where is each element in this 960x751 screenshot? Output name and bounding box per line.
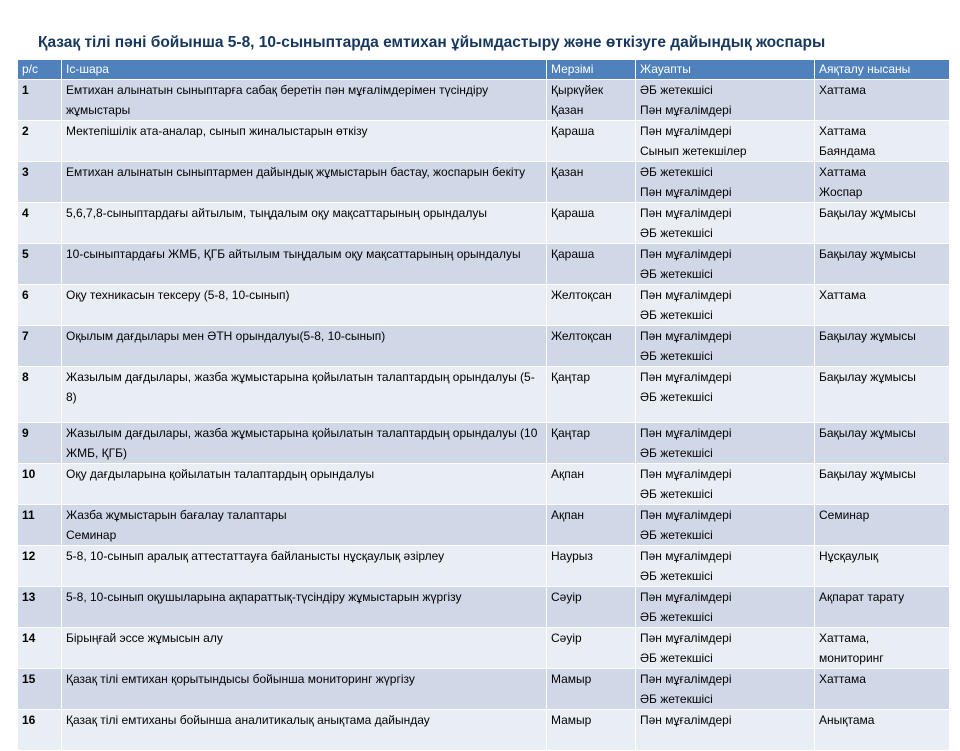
completion-form-cell: Бақылау жұмысы — [815, 367, 950, 423]
responsible-cell: Пән мұғалімдері ӘБ жетекшісі — [636, 326, 815, 367]
row-number: 15 — [18, 669, 62, 710]
table-row — [18, 80, 950, 121]
term-cell: Мамыр — [547, 669, 636, 710]
completion-form-cell: Хаттама — [815, 285, 950, 326]
table-row — [18, 587, 950, 628]
event-cell: 5-8, 10-сынып оқушыларына ақпараттық-түсіндіру жұмыстарын жүргізу — [62, 587, 547, 628]
completion-form-cell: Бақылау жұмысы — [815, 244, 950, 285]
event-cell: 5-8, 10-сынып аралық аттестаттауға байланысты нұсқаулық әзірлеу — [62, 546, 547, 587]
table-row — [18, 203, 950, 244]
column-header-term: Мерзімі — [547, 60, 636, 80]
table-row — [18, 464, 950, 505]
event-cell: Бірыңғай эссе жұмысын алу — [62, 628, 547, 669]
row-number: 11 — [18, 505, 62, 546]
completion-form-cell: Бақылау жұмысы — [815, 464, 950, 505]
event-cell: Емтихан алынатын сыныптармен дайындық жұмыстарын бастау, жоспарын бекіту — [62, 162, 547, 203]
row-number: 12 — [18, 546, 62, 587]
term-cell: Наурыз — [547, 546, 636, 587]
completion-form-cell: Хаттама — [815, 80, 950, 121]
row-number: 9 — [18, 423, 62, 464]
event-cell: Жазылым дағдылары, жазба жұмыстарына қойылатын талаптардың орындалуы (5-8) — [62, 367, 547, 423]
row-number: 10 — [18, 464, 62, 505]
event-cell: Мектепішілік ата-аналар, сынып жиналыстарын өткізу — [62, 121, 547, 162]
term-cell: Сәуір — [547, 587, 636, 628]
completion-form-cell: Хаттама, мониторинг — [815, 628, 950, 669]
responsible-cell: ӘБ жетекшісі Пән мұғалімдері — [636, 162, 815, 203]
term-cell: Қараша — [547, 121, 636, 162]
row-number: 8 — [18, 367, 62, 423]
column-header-completion-form: Аяқталу нысаны — [815, 60, 950, 80]
table-row — [18, 121, 950, 162]
term-cell: Қаңтар — [547, 367, 636, 423]
completion-form-cell: Анықтама — [815, 710, 950, 751]
row-number: 2 — [18, 121, 62, 162]
term-cell: Қазан — [547, 162, 636, 203]
row-number: 4 — [18, 203, 62, 244]
completion-form-cell: Нұсқаулық — [815, 546, 950, 587]
event-cell: Жазылым дағдылары, жазба жұмыстарына қойылатын талаптардың орындалуы (10 ЖМБ, ҚГБ) — [62, 423, 547, 464]
completion-form-cell: Хаттама — [815, 669, 950, 710]
event-cell: 10-сыныптардағы ЖМБ, ҚГБ айтылым тыңдалым оқу мақсаттарының орындалуы — [62, 244, 547, 285]
responsible-cell: Пән мұғалімдері ӘБ жетекшісі — [636, 203, 815, 244]
row-number: 7 — [18, 326, 62, 367]
responsible-cell: Пән мұғалімдері ӘБ жетекшісі — [636, 669, 815, 710]
row-number: 14 — [18, 628, 62, 669]
responsible-cell: Пән мұғалімдері — [636, 710, 815, 751]
table-row — [18, 162, 950, 203]
responsible-cell: Пән мұғалімдері ӘБ жетекшісі — [636, 628, 815, 669]
event-cell: Оқу дағдыларына қойылатын талаптардың орындалуы — [62, 464, 547, 505]
table-row — [18, 423, 950, 464]
table-header-row — [18, 60, 950, 80]
responsible-cell: Пән мұғалімдері ӘБ жетекшісі — [636, 423, 815, 464]
table-row — [18, 367, 950, 423]
row-number: 5 — [18, 244, 62, 285]
completion-form-cell: Семинар — [815, 505, 950, 546]
term-cell: Желтоқсан — [547, 285, 636, 326]
column-header-responsible: Жауапты — [636, 60, 815, 80]
responsible-cell: Пән мұғалімдері ӘБ жетекшісі — [636, 244, 815, 285]
table-row — [18, 546, 950, 587]
event-cell: 5,6,7,8-сыныптардағы айтылым, тыңдалым оқу мақсаттарының орындалуы — [62, 203, 547, 244]
responsible-cell: Пән мұғалімдері Сынып жетекшілер — [636, 121, 815, 162]
completion-form-cell: Бақылау жұмысы — [815, 326, 950, 367]
plan-table — [17, 59, 950, 751]
term-cell: Мамыр — [547, 710, 636, 751]
completion-form-cell: Бақылау жұмысы — [815, 423, 950, 464]
responsible-cell: Пән мұғалімдері ӘБ жетекшісі — [636, 464, 815, 505]
row-number: 1 — [18, 80, 62, 121]
event-cell: Емтихан алынатын сыныптарға сабақ беретін пән мұғалімдерімен түсіндіру жұмыстары — [62, 80, 547, 121]
term-cell: Сәуір — [547, 628, 636, 669]
term-cell: Қараша — [547, 244, 636, 285]
table-row — [18, 244, 950, 285]
responsible-cell: Пән мұғалімдері ӘБ жетекшісі — [636, 546, 815, 587]
row-number: 16 — [18, 710, 62, 751]
row-number: 13 — [18, 587, 62, 628]
term-cell: Қараша — [547, 203, 636, 244]
table-row — [18, 326, 950, 367]
completion-form-cell: Ақпарат тарату — [815, 587, 950, 628]
completion-form-cell: Хаттама Баяндама — [815, 121, 950, 162]
column-header-event: Іс-шара — [62, 60, 547, 80]
term-cell: Ақпан — [547, 464, 636, 505]
table-row — [18, 285, 950, 326]
responsible-cell: Пән мұғалімдері ӘБ жетекшісі — [636, 587, 815, 628]
term-cell: Қаңтар — [547, 423, 636, 464]
responsible-cell: Пән мұғалімдері ӘБ жетекшісі — [636, 367, 815, 423]
event-cell: Қазақ тілі емтихан қорытындысы бойынша мониторинг жүргізу — [62, 669, 547, 710]
row-number: 6 — [18, 285, 62, 326]
event-cell: Жазба жұмыстарын бағалау талаптары Семинар — [62, 505, 547, 546]
responsible-cell: Пән мұғалімдері ӘБ жетекшісі — [636, 285, 815, 326]
column-header-number: р/с — [18, 60, 62, 80]
event-cell: Қазақ тілі емтиханы бойынша аналитикалық анықтама дайындау — [62, 710, 547, 751]
page-title: Қазақ тілі пәні бойынша 5-8, 10-сыныптарда емтихан ұйымдастыру және өткізуге дайындық жоспары — [38, 34, 826, 51]
completion-form-cell: Хаттама Жоспар — [815, 162, 950, 203]
table-row — [18, 628, 950, 669]
event-cell: Оқылым дағдылары мен ӘТН орындалуы(5-8, 10-сынып) — [62, 326, 547, 367]
table-row — [18, 669, 950, 710]
responsible-cell: Пән мұғалімдері ӘБ жетекшісі — [636, 505, 815, 546]
responsible-cell: ӘБ жетекшісі Пән мұғалімдері — [636, 80, 815, 121]
term-cell: Қыркүйек Қазан — [547, 80, 636, 121]
completion-form-cell: Бақылау жұмысы — [815, 203, 950, 244]
table-row — [18, 505, 950, 546]
table-row — [18, 710, 950, 751]
term-cell: Ақпан — [547, 505, 636, 546]
event-cell: Оқу техникасын тексеру (5-8, 10-сынып) — [62, 285, 547, 326]
row-number: 3 — [18, 162, 62, 203]
term-cell: Желтоқсан — [547, 326, 636, 367]
